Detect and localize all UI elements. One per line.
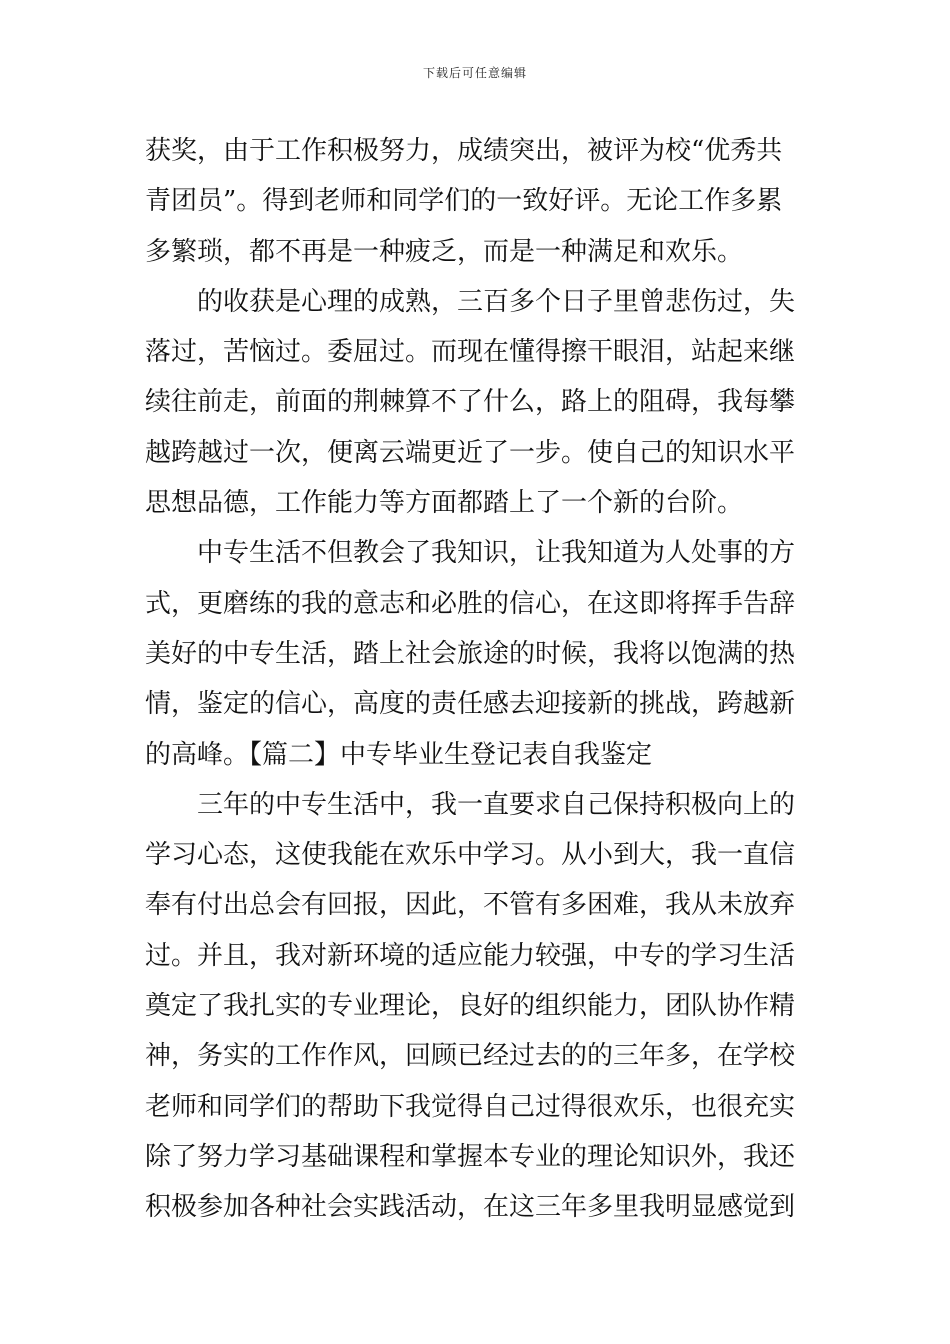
text-line: 的收获是心理的成熟，三百多个日子里曾悲伤过，失 (197, 286, 796, 317)
text-line: 续往前走，前面的荆棘算不了什么，路上的阻碍，我每攀 (145, 387, 796, 418)
text-line: 奠定了我扎实的专业理论，良好的组织能力，团队协作精 (145, 991, 796, 1022)
text-line: 获奖，由于工作积极努力，成绩突出，被评为校“优秀共 (145, 136, 783, 166)
document-body (145, 126, 815, 1233)
page-header: 下载后可任意编辑 (422, 66, 527, 80)
text-line: 情，鉴定的信心，高度的责任感去迎接新的挑战，跨越新 (145, 689, 796, 720)
text-line: 老师和同学们的帮助下我觉得自己过得很欢乐，也很充实 (145, 1091, 796, 1122)
text-line: 奉有付出总会有回报，因此，不管有多困难，我从未放弃 (145, 890, 796, 921)
text-line: 青团员”。得到老师和同学们的一致好评。无论工作多累 (145, 186, 783, 217)
text-line: 式，更磨练的我的意志和必胜的信心，在这即将挥手告辞 (145, 588, 796, 619)
text-line: 学习心态，这使我能在欢乐中学习。从小到大，我一直信 (145, 840, 796, 871)
text-line: 的高峰。【篇二】中专毕业生登记表自我鉴定 (145, 739, 653, 770)
text-line: 多繁琐，都不再是一种疲乏，而是一种满足和欢乐。 (145, 236, 744, 267)
text-line: 除了努力学习基础课程和掌握本专业的理论知识外，我还 (145, 1141, 796, 1172)
text-line: 过。并且，我对新环境的适应能力较强，中专的学习生活 (145, 940, 796, 971)
text-line: 越跨越过一次，便离云端更近了一步。使自己的知识水平 (145, 437, 796, 468)
text-line: 积极参加各种社会实践活动，在这三年多里我明显感觉到 (145, 1192, 796, 1223)
text-line: 思想品德，工作能力等方面都踏上了一个新的台阶。 (145, 488, 744, 519)
text-line: 落过，苦恼过。委屈过。而现在懂得擦干眼泪，站起来继 (145, 337, 796, 368)
text-line: 中专生活不但教会了我知识，让我知道为人处事的方 (197, 538, 796, 569)
text-line: 美好的中专生活，踏上社会旅途的时候，我将以饱满的热 (145, 638, 796, 669)
text-line: 三年的中专生活中，我一直要求自己保持积极向上的 (197, 789, 796, 820)
text-line: 神，务实的工作作风，回顾已经过去的的三年多，在学校 (145, 1041, 796, 1072)
